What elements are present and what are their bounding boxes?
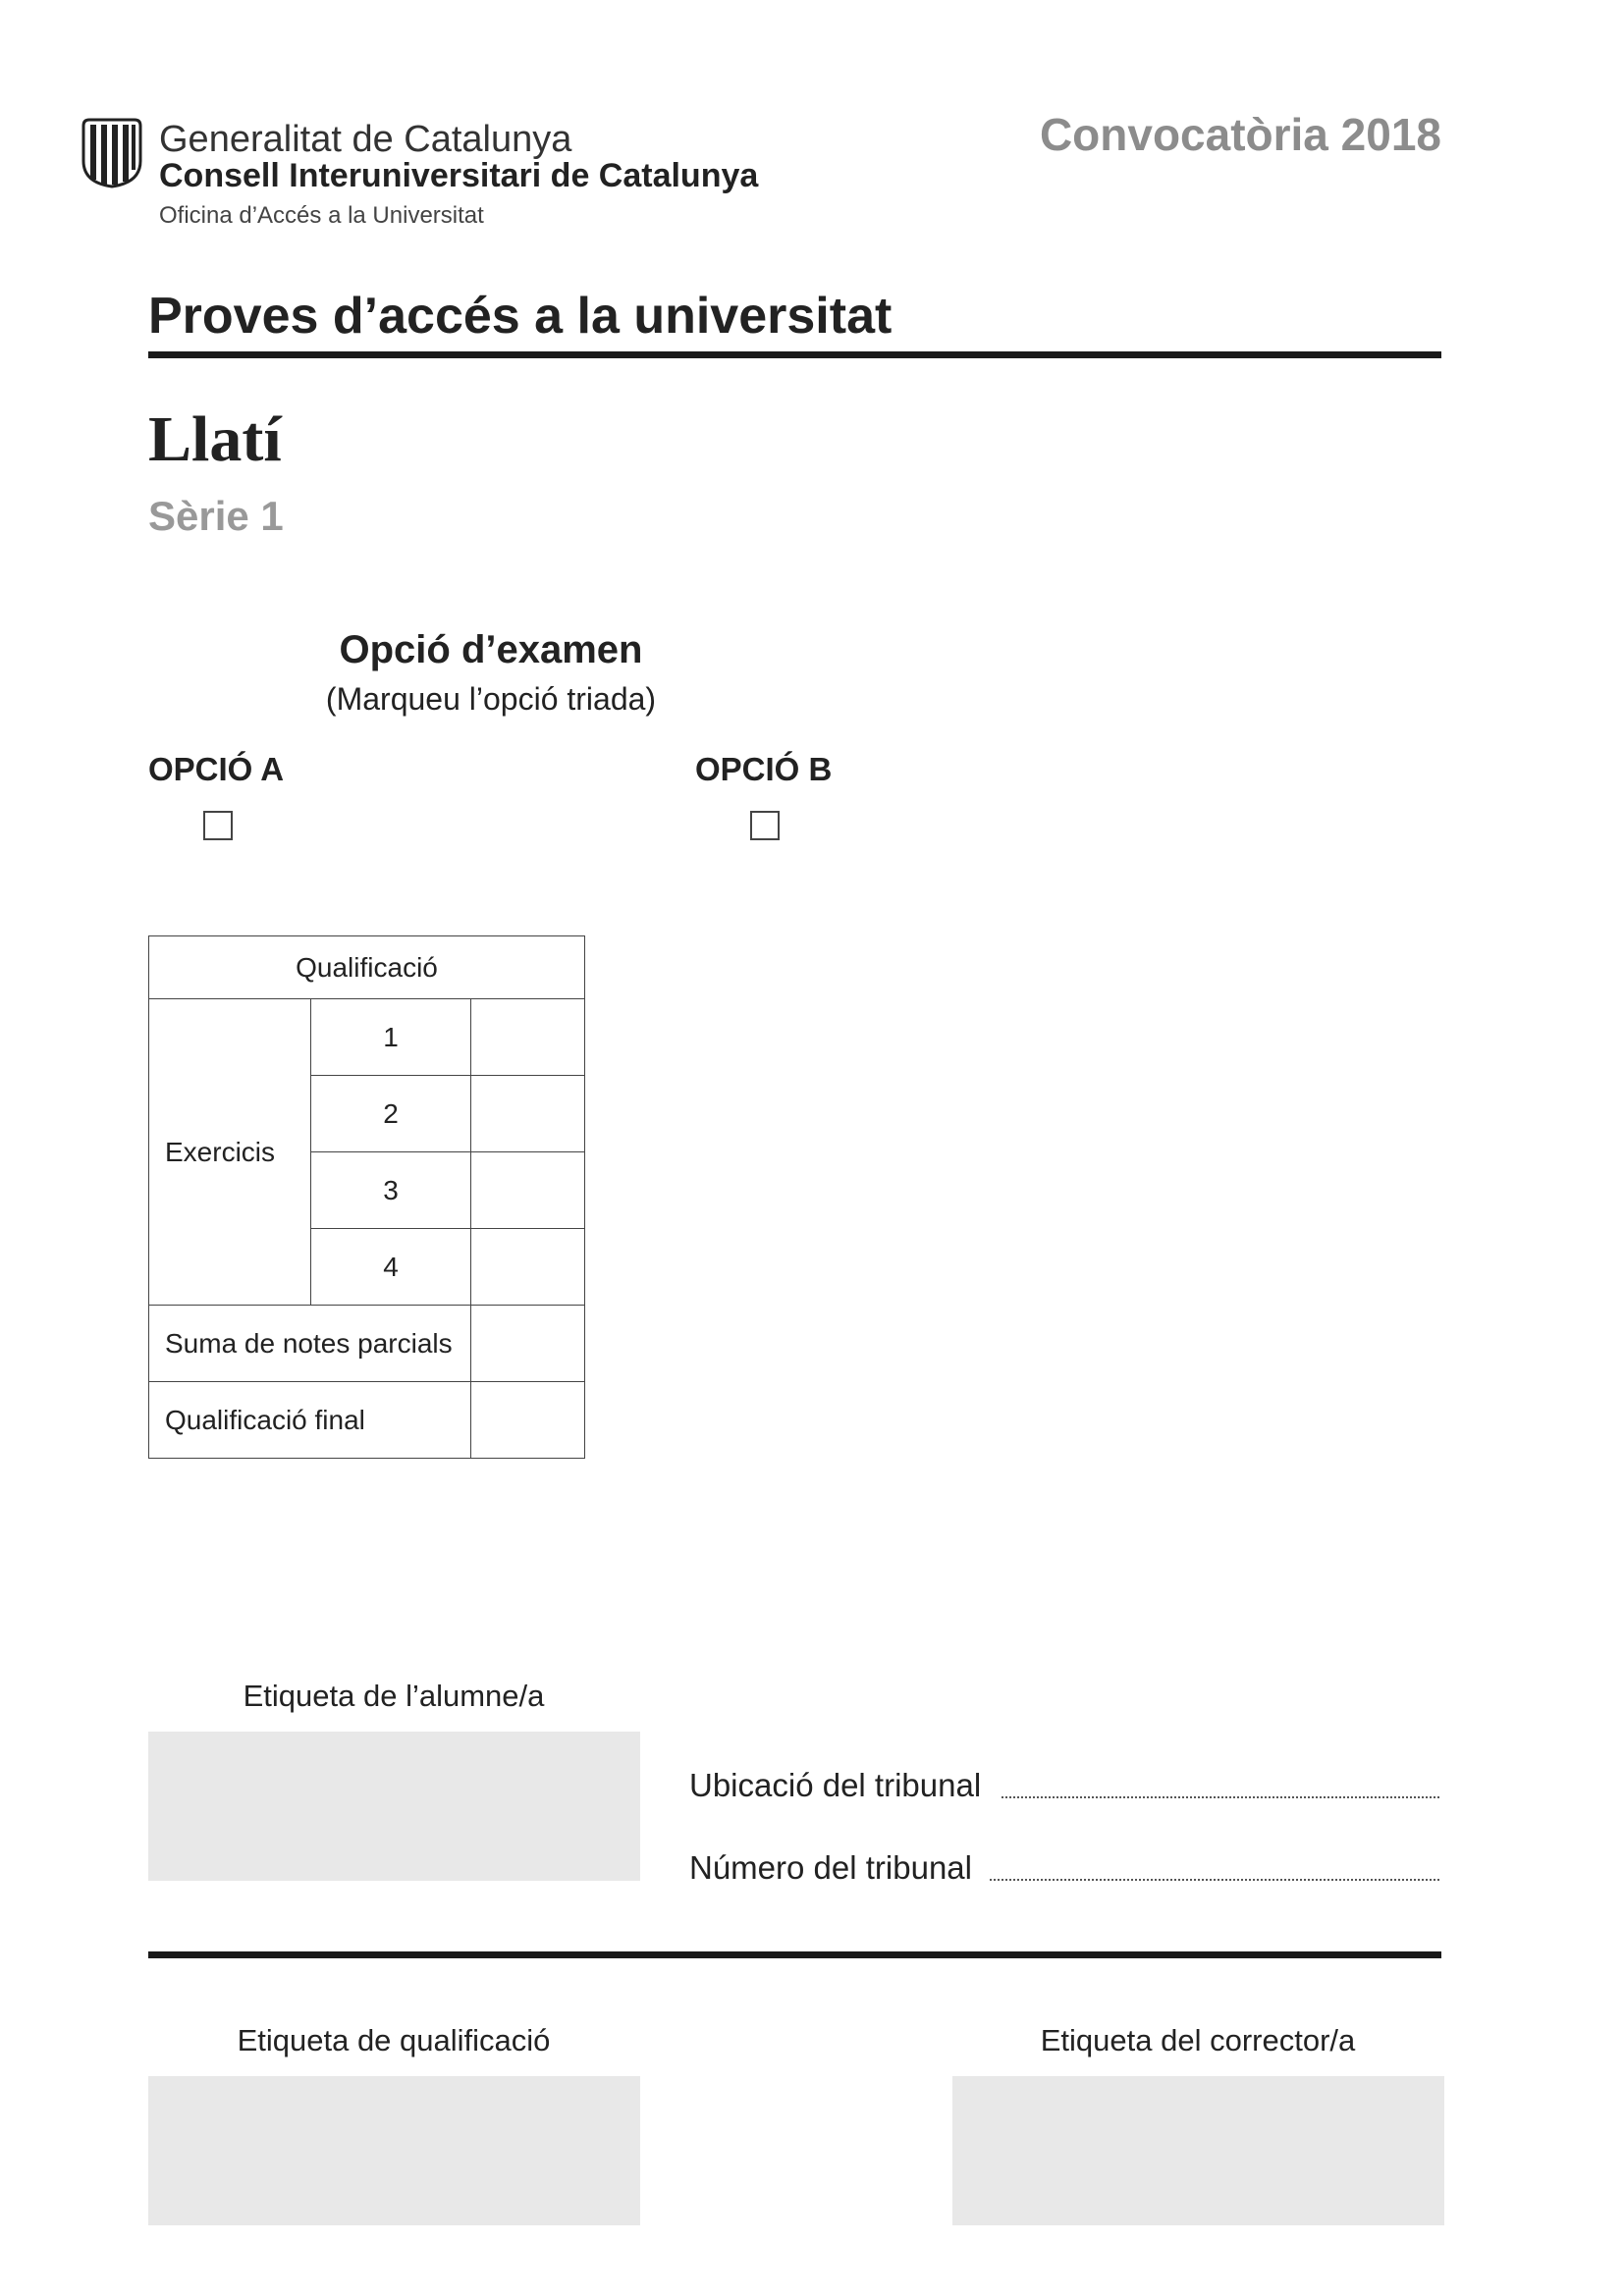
corrector-label-caption: Etiqueta del corrector/a xyxy=(1040,2023,1356,2057)
subject-title: Llatí xyxy=(148,403,282,475)
option-a-checkbox[interactable] xyxy=(203,811,233,840)
exercise-grade-field[interactable] xyxy=(471,1152,585,1229)
sum-grade-field[interactable] xyxy=(471,1306,585,1382)
catalan-stripes-logo-icon xyxy=(80,118,144,188)
tribunal-location-label: Ubicació del tribunal xyxy=(689,1767,982,1803)
header-divider xyxy=(148,351,1441,358)
exercise-number: 3 xyxy=(311,1152,471,1229)
exercise-grade-field[interactable] xyxy=(471,1076,585,1152)
final-grade-field[interactable] xyxy=(471,1382,585,1459)
grades-header: Qualificació xyxy=(149,936,585,999)
grade-label-box[interactable] xyxy=(148,2076,640,2225)
series-label: Sèrie 1 xyxy=(148,493,284,539)
exercise-number: 1 xyxy=(311,999,471,1076)
student-label-caption: Etiqueta de l’alumne/a xyxy=(243,1679,545,1713)
table-row xyxy=(149,936,585,999)
org-council-name: Consell Interuniversitari de Catalunya xyxy=(159,157,759,194)
org-name: Generalitat de Catalunya xyxy=(159,119,572,160)
convocatoria-year: Convocatòria 2018 xyxy=(1039,109,1441,160)
exam-option-heading: Opció d’examen xyxy=(339,628,643,671)
tribunal-number-label: Número del tribunal xyxy=(689,1849,972,1886)
section-divider xyxy=(148,1951,1441,1958)
exercise-number: 4 xyxy=(311,1229,471,1306)
page-title: Proves d’accés a la universitat xyxy=(148,288,893,345)
exercise-grade-field[interactable] xyxy=(471,999,585,1076)
option-b-checkbox[interactable] xyxy=(750,811,780,840)
org-office-name: Oficina d’Accés a la Universitat xyxy=(159,202,484,229)
exercises-label: Exercicis xyxy=(149,999,311,1306)
exercise-number: 2 xyxy=(311,1076,471,1152)
grades-table xyxy=(148,935,585,1459)
final-grade-label: Qualificació final xyxy=(149,1382,471,1459)
table-row xyxy=(149,1306,585,1382)
exam-option-instruction: (Marqueu l’opció triada) xyxy=(325,681,657,717)
tribunal-number-field[interactable] xyxy=(990,1879,1439,1881)
student-label-box[interactable] xyxy=(148,1732,640,1881)
table-row xyxy=(149,999,585,1076)
table-row xyxy=(149,1382,585,1459)
option-b-label: OPCIÓ B xyxy=(695,751,833,787)
sum-label: Suma de notes parcials xyxy=(149,1306,471,1382)
tribunal-location-field[interactable] xyxy=(1001,1796,1439,1798)
option-a-label: OPCIÓ A xyxy=(148,751,285,787)
grade-label-caption: Etiqueta de qualificació xyxy=(237,2023,551,2057)
exercise-grade-field[interactable] xyxy=(471,1229,585,1306)
corrector-label-box[interactable] xyxy=(952,2076,1444,2225)
